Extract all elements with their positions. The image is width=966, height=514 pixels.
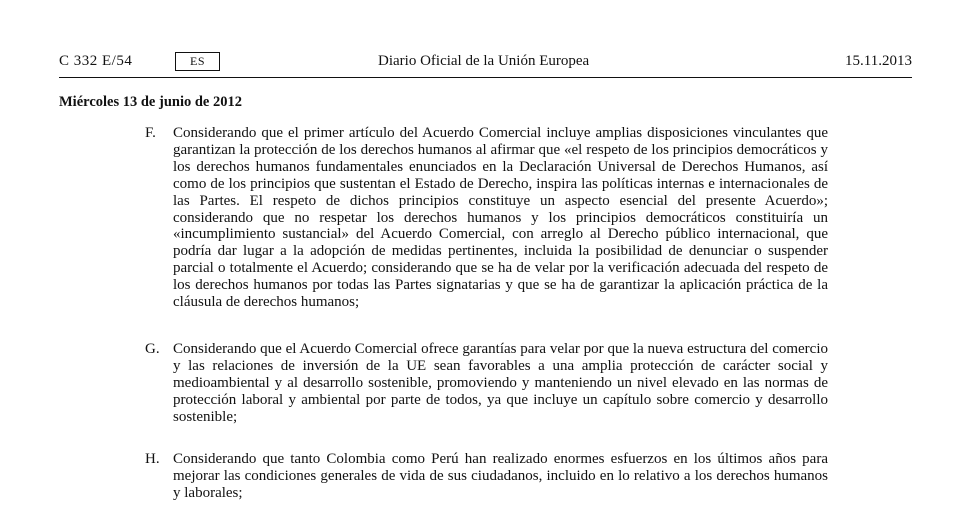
header-divider [59,77,912,78]
journal-reference: C 332 E/54 [59,53,133,69]
recital-text: Considerando que el Acuerdo Comercial ofrece garantías para velar por que la nueva estructura del comercio y las relaciones de inversión de la UE sean favorables a una amplia protección de carácter social y medioambiental y al desarrollo sostenible, promoviendo y manteniendo un nivel elevado en las normas de protección laboral y ambiental por parte de todos, ya que incluye un capítulo sobre comercio y desarrollo sostenible; [173,341,828,425]
session-date: Miércoles 13 de junio de 2012 [59,94,242,110]
journal-title: Diario Oficial de la Unión Europea [378,53,590,69]
publication-date: 15.11.2013 [845,53,912,69]
recital-letter: H. [145,451,160,467]
recital-letter: G. [145,341,160,357]
language-badge: ES [175,52,220,71]
recital-letter: F. [145,125,156,141]
recital-text: Considerando que tanto Colombia como Perú han realizado enormes esfuerzos en los últimos años para mejorar las condiciones generales de vida de sus ciudadanos, incluido en lo relativo a los derechos humanos y laborales; [173,451,828,501]
recital-text: Considerando que el primer artículo del Acuerdo Comercial incluye amplias disposiciones vinculantes que garantizan la protección de los derechos humanos al afirmar que «el respeto de los principios democráticos y los derechos humanos fundamentales enunciados en la Declaración Universal de Derechos Humanos, así como de los principios que sustentan el Estado de Derecho, inspira las políticas internas e internacionales de las Partes. El respeto de dichos principios constituye un aspecto esencial del presente Acuerdo»; considerando que no respetar los derechos humanos y los principios democráticos constituiría un «incumplimiento sustancial» del Acuerdo Comercial, con arreglo al Derecho público internacional, que podría dar lugar a la adopción de medidas pertinentes, incluida la posibilidad de denunciar o suspender parcial o totalmente el Acuerdo; considerando que se ha de velar por la verificación adecuada del respeto de los derechos humanos por todas las Partes signatarias y que se ha de garantizar la aplicación práctica de la cláusula de derechos humanos; [173,125,828,311]
page-header [59,52,912,74]
